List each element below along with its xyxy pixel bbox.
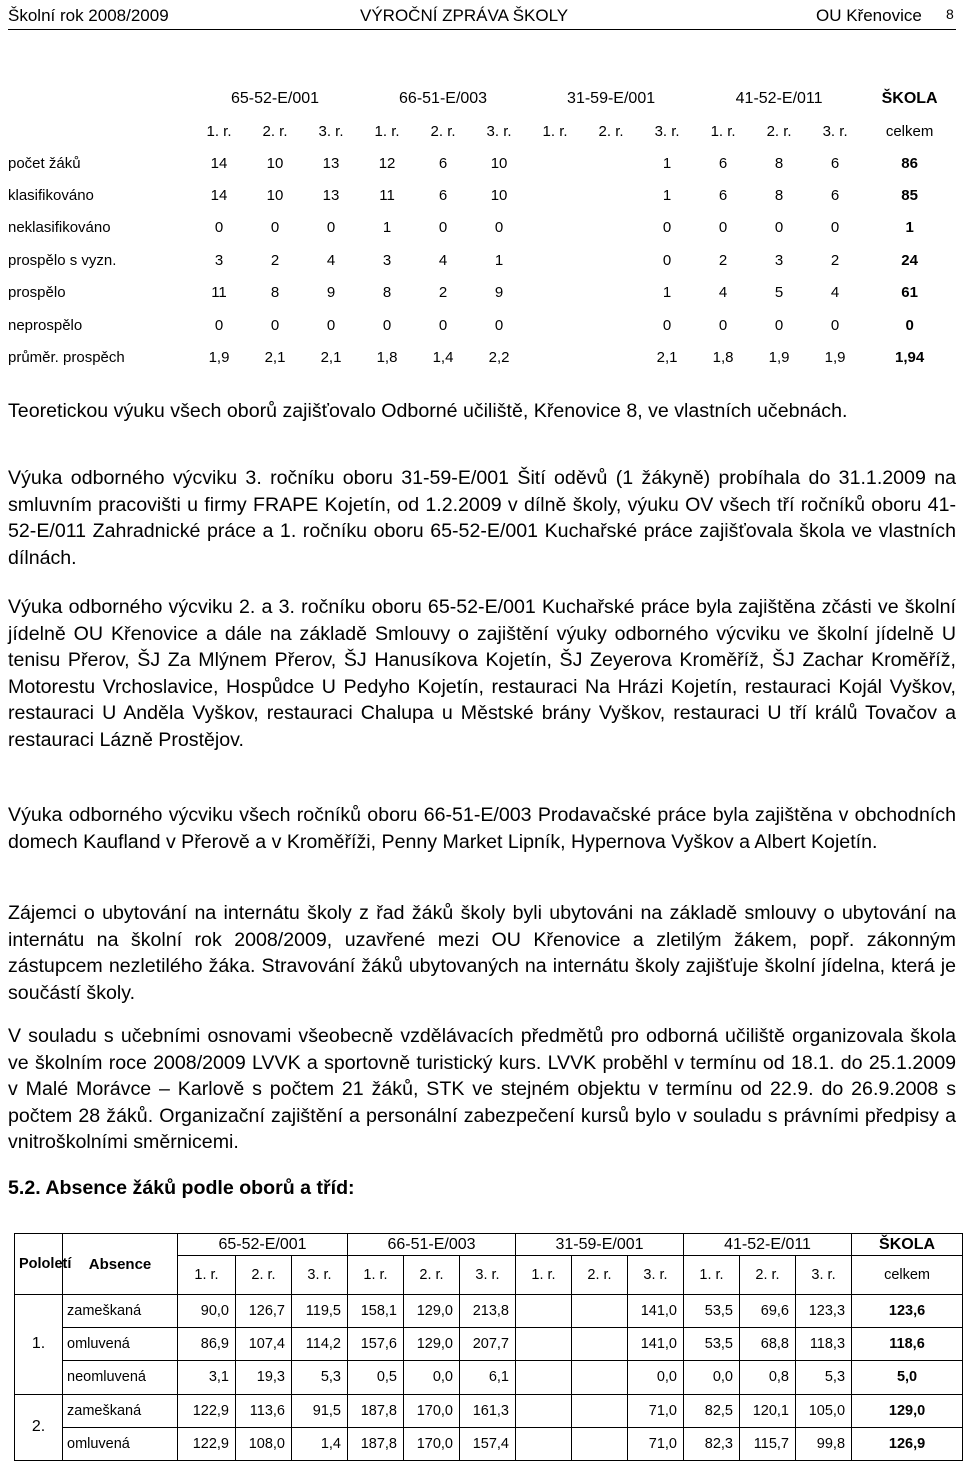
table-cell: 3	[382, 251, 392, 269]
column-year-header: 1. r.	[348, 1256, 404, 1295]
table-cell: 4	[438, 251, 448, 269]
table-cell: 10	[490, 187, 508, 205]
column-year-header: 2. r.	[598, 122, 624, 140]
table-cell: 187,8	[348, 1394, 404, 1427]
table-cell: 8	[270, 284, 280, 302]
table-cell: 0	[438, 316, 448, 334]
table-cell: 119,5	[292, 1295, 348, 1328]
column-year-header: 2. r.	[766, 122, 792, 140]
table-cell: 2,1	[656, 349, 678, 367]
table-cell	[583, 341, 639, 373]
table-cell: 8	[774, 154, 784, 172]
table-cell: 0,0	[404, 1361, 460, 1394]
total-cell: 126,9	[852, 1427, 963, 1460]
table-cell: 0	[494, 316, 504, 334]
table-cell: 0	[718, 316, 728, 334]
paragraph-courses: V souladu s učebními osnovami všeobecně vzdělávacích předmětů pro odborná učiliště organizovala škola ve školním roce 2008/2009 LVVK a sportovně turistický kurs. LVVK proběhl v termínu od 18.1. do 25.1.2009 v Malé Morávce – Karlově s počtem 21 žáků, STK ve stejném objektu v termínu od 22.9. do 26.9.2008 s počtem 28 žáků. Organizační zajištění a personální zabezpečení kursů bylo v souladu s právními předpisy a vnitroškolními směrnicemi.	[8, 1025, 956, 1154]
table-cell	[572, 1361, 628, 1394]
table-cell	[572, 1427, 628, 1460]
table-cell: 19,3	[236, 1361, 292, 1394]
row-label: neomluvená	[63, 1361, 178, 1394]
table-cell: 187,8	[348, 1427, 404, 1460]
table-cell: 1	[662, 284, 672, 302]
row-label: prospělo s vyzn.	[8, 251, 117, 269]
table-cell: 126,7	[236, 1295, 292, 1328]
header-school-name: OU Křenovice	[816, 6, 922, 25]
table-cell: 105,0	[796, 1394, 852, 1427]
column-year-header: 1. r.	[542, 122, 568, 140]
column-year-header: 3. r.	[486, 122, 512, 140]
table-row	[8, 147, 956, 179]
table-cell: 6	[718, 154, 728, 172]
table-corner-cell	[8, 82, 191, 115]
column-year-header: 1. r.	[206, 122, 232, 140]
column-year-header: 3. r.	[796, 1256, 852, 1295]
table-cell: 0	[662, 219, 672, 237]
table-cell: 13	[322, 154, 340, 172]
table-cell: 14	[210, 187, 228, 205]
table-cell	[516, 1361, 572, 1394]
table-cell	[527, 212, 583, 244]
row-label: zameškaná	[63, 1295, 178, 1328]
column-group-header: ŠKOLA	[881, 89, 938, 107]
table-cell: 86,9	[178, 1328, 236, 1361]
table-cell	[583, 309, 639, 341]
table-cell: 10	[490, 154, 508, 172]
table-cell	[527, 179, 583, 211]
table-cell	[527, 277, 583, 309]
table-cell: 129,0	[404, 1295, 460, 1328]
table-cell	[527, 244, 583, 276]
table-cell: 53,5	[684, 1328, 740, 1361]
table-cell	[516, 1295, 572, 1328]
column-group-header: 66-51-E/003	[399, 89, 488, 107]
table-cell	[583, 277, 639, 309]
period-cell: 2.	[15, 1394, 63, 1460]
table-cell: 170,0	[404, 1427, 460, 1460]
table-cell: 0	[830, 316, 840, 334]
paragraph-accommodation: Zájemci o ubytování na internátu školy z řad žáků školy byli ubytováni na základě smlouvy o ubytování na internátu na školní rok 2008/2009, uzavřené mezi OU Křenovice a zletilým žákem, popř. zákonným zástupcem nezletilého žáka. Stravování žáků ubytovaných na internátu školy zajišťuje školní jídelna, která je součástí školy.	[8, 902, 956, 1004]
header-page-number: 8	[946, 6, 954, 22]
table-cell: 6	[718, 187, 728, 205]
paragraph-theory: Teoretickou výuku všech oborů zajišťovalo Odborné učiliště, Křenovice 8, ve vlastních učebnách.	[8, 400, 848, 422]
table-cell: 6	[830, 154, 840, 172]
paragraph-training-2nd-3rd-year: Výuka odborného výcviku 2. a 3. ročníku oboru 65-52-E/001 Kuchařské práce byla zajištěna zčásti ve školní jídelně OU Křenovice a dále na základě Smlouvy o zajištění výuky odborného výcviku ve školní jídelně U tenisu Přerov, ŠJ Za Mlýnem Přerov, ŠJ Hanusíkova Kojetín, ŠJ Zeyerova Kroměříž, ŠJ Zachar Kroměříž, Motorestu Vrchoslavice, Hospůdce U Pedyho Kojetín, restauraci Na Hrázi Kojetín, restauraci Kojál Vyškov, restauraci U Anděla Vyškov, restauraci Chalupa u Městské brány Vyškov, restauraci U tří králů Tovačov a restauraci Lázně Prostějov.	[8, 596, 956, 751]
table-cell: 1,4	[432, 349, 454, 367]
students-table	[8, 82, 956, 374]
table-row	[15, 1328, 963, 1361]
table-row	[8, 244, 956, 276]
table-cell: 113,6	[236, 1394, 292, 1427]
table-cell	[516, 1394, 572, 1427]
column-group-header: 65-52-E/001	[230, 89, 320, 107]
table-cell	[583, 212, 639, 244]
table-cell: 1,9	[768, 349, 790, 367]
row-label: prospělo	[8, 284, 66, 302]
table-row	[8, 341, 956, 373]
table-cell: 1	[662, 187, 672, 205]
table-cell: 108,0	[236, 1427, 292, 1460]
table-cell: 158,1	[348, 1295, 404, 1328]
table-cell	[572, 1394, 628, 1427]
table-cell: 8	[774, 187, 784, 205]
table-cell: 9	[494, 284, 504, 302]
table-cell: 82,5	[684, 1394, 740, 1427]
table-cell: 2	[270, 251, 280, 269]
table-cell: 6	[438, 187, 448, 205]
table-cell: 141,0	[628, 1328, 684, 1361]
table-cell: 207,7	[460, 1328, 516, 1361]
table-cell: 4	[326, 251, 336, 269]
table-cell: 170,0	[404, 1394, 460, 1427]
table-cell: 0	[774, 219, 784, 237]
table-cell: 0	[382, 316, 392, 334]
table-cell: 11	[379, 187, 395, 205]
column-group-header: 31-59-E/001	[516, 1234, 684, 1256]
header-report-title: VÝROČNÍ ZPRÁVA ŠKOLY	[360, 6, 569, 25]
table-cell: 2	[438, 284, 448, 302]
table-cell: 123,3	[796, 1295, 852, 1328]
table-cell: 0,0	[684, 1361, 740, 1394]
table-cell: 120,1	[740, 1394, 796, 1427]
table-cell: 3	[214, 251, 224, 269]
column-year-header: 3. r.	[292, 1256, 348, 1295]
table-cell	[583, 147, 639, 179]
table-cell: 1,4	[292, 1427, 348, 1460]
table-cell: 1	[494, 251, 504, 269]
column-year-header: 2. r.	[404, 1256, 460, 1295]
column-group-header: 41-52-E/011	[684, 1234, 852, 1256]
table-cell: 2,1	[320, 349, 342, 367]
table-cell: 115,7	[740, 1427, 796, 1460]
table-cell: 2,1	[264, 349, 286, 367]
table-cell: 129,0	[404, 1328, 460, 1361]
table-cell: 0	[662, 316, 672, 334]
row-label: průměr. prospěch	[8, 349, 125, 367]
paragraph-training-sales: Výuka odborného výcviku všech ročníků oboru 66-51-E/003 Prodavačské práce byla zajištěna v obchodních domech Kaufland v Přerově a v Kroměříži, Penny Market Lipník, Hypernova Vyškov a Albert Kojetín.	[8, 804, 956, 853]
table-cell: 0	[270, 219, 280, 237]
table-row	[15, 1427, 963, 1460]
table-row	[15, 1295, 963, 1328]
table-cell: 3	[774, 251, 784, 269]
column-year-header: 3. r.	[654, 122, 680, 140]
header-school-year: Školní rok 2008/2009	[8, 6, 169, 25]
table-cell: 0	[662, 251, 672, 269]
total-cell: 85	[901, 187, 918, 205]
table-cell: 6	[438, 154, 448, 172]
table-cell	[527, 147, 583, 179]
table-cell: 0	[438, 219, 448, 237]
column-year-header: 2. r.	[740, 1256, 796, 1295]
table-cell	[572, 1328, 628, 1361]
table-cell: 0	[830, 219, 840, 237]
column-year-header: 2. r.	[572, 1256, 628, 1295]
row-label: neklasifikováno	[8, 219, 111, 237]
table-cell	[572, 1295, 628, 1328]
column-period-header: Pololetí	[15, 1234, 63, 1295]
table-cell: 91,5	[292, 1394, 348, 1427]
table-cell: 1,9	[824, 349, 846, 367]
column-year-header: 2. r.	[430, 122, 456, 140]
table-cell: 6	[830, 187, 840, 205]
table-cell: 213,8	[460, 1295, 516, 1328]
table-row	[8, 309, 956, 341]
table-cell: 122,9	[178, 1394, 236, 1427]
column-year-header: 1. r.	[684, 1256, 740, 1295]
table-cell: 122,9	[178, 1427, 236, 1460]
table-row	[8, 212, 956, 244]
table-corner-cell	[8, 115, 191, 147]
table-cell: 0	[214, 316, 224, 334]
total-cell: 1,94	[895, 349, 925, 367]
row-label: klasifikováno	[8, 187, 94, 205]
table-cell: 6,1	[460, 1361, 516, 1394]
table-cell: 0	[718, 219, 728, 237]
table-cell: 12	[378, 154, 396, 172]
table-cell: 5,3	[796, 1361, 852, 1394]
column-year-header: 3. r.	[460, 1256, 516, 1295]
table-header-row	[8, 82, 956, 115]
section-heading-absence: 5.2. Absence žáků podle oborů a tříd:	[8, 1177, 355, 1199]
table-cell: 114,2	[292, 1328, 348, 1361]
table-cell: 0	[494, 219, 504, 237]
table-cell: 107,4	[236, 1328, 292, 1361]
table-cell: 68,8	[740, 1328, 796, 1361]
table-cell: 90,0	[178, 1295, 236, 1328]
total-cell: 129,0	[852, 1394, 963, 1427]
column-year-header: 1. r.	[374, 122, 400, 140]
total-cell: 118,6	[852, 1328, 963, 1361]
table-cell: 71,0	[628, 1427, 684, 1460]
table-row	[8, 179, 956, 211]
table-cell: 1,8	[712, 349, 734, 367]
table-cell: 8	[382, 284, 392, 302]
table-cell: 3,1	[178, 1361, 236, 1394]
table-cell: 0,8	[740, 1361, 796, 1394]
table-cell: 71,0	[628, 1394, 684, 1427]
column-group-header: ŠKOLA	[852, 1234, 963, 1256]
table-cell: 99,8	[796, 1427, 852, 1460]
table-cell: 2,2	[488, 349, 510, 367]
column-year-header: 3. r.	[318, 122, 344, 140]
column-absence-header: Absence	[63, 1234, 178, 1295]
table-cell: 118,3	[796, 1328, 852, 1361]
total-cell: 0	[905, 316, 914, 334]
table-cell: 11	[211, 284, 227, 302]
table-cell: 69,6	[740, 1295, 796, 1328]
table-cell: 10	[266, 154, 284, 172]
table-cell	[516, 1427, 572, 1460]
table-cell: 157,4	[460, 1427, 516, 1460]
row-label: zameškaná	[63, 1394, 178, 1427]
row-label: omluvená	[63, 1328, 178, 1361]
total-cell: 61	[901, 284, 918, 302]
table-row	[8, 277, 956, 309]
column-group-header: 66-51-E/003	[348, 1234, 516, 1256]
column-group-header: 31-59-E/001	[567, 89, 656, 107]
column-group-header: 41-52-E/011	[735, 89, 823, 107]
table-cell: 157,6	[348, 1328, 404, 1361]
column-year-header: 2. r.	[262, 122, 288, 140]
total-cell: 5,0	[852, 1361, 963, 1394]
total-cell: 123,6	[852, 1295, 963, 1328]
table-cell: 1	[662, 154, 672, 172]
column-year-header: 1. r.	[178, 1256, 236, 1295]
row-label: neprospělo	[8, 316, 83, 334]
table-cell: 141,0	[628, 1295, 684, 1328]
absence-table	[14, 1233, 963, 1461]
total-cell: 86	[901, 154, 918, 172]
table-row	[15, 1361, 963, 1394]
table-cell: 1,8	[376, 349, 398, 367]
table-cell: 0,0	[628, 1361, 684, 1394]
table-cell: 10	[266, 187, 284, 205]
table-cell: 0	[270, 316, 280, 334]
column-year-header: celkem	[852, 1256, 963, 1295]
table-cell: 1,9	[208, 349, 230, 367]
table-year-row	[8, 115, 956, 147]
table-cell	[527, 341, 583, 373]
absence-header-row	[15, 1234, 963, 1256]
period-cell: 1.	[15, 1295, 63, 1395]
table-cell: 4	[718, 284, 728, 302]
row-label: počet žáků	[8, 154, 81, 172]
table-cell	[583, 244, 639, 276]
page-header	[8, 3, 956, 30]
total-cell: 24	[901, 251, 918, 269]
table-cell: 9	[326, 284, 336, 302]
table-cell: 13	[322, 187, 340, 205]
column-year-header: 1. r.	[710, 122, 736, 140]
table-cell: 5	[774, 284, 784, 302]
table-cell: 0	[326, 316, 336, 334]
table-cell	[583, 179, 639, 211]
column-year-header: 3. r.	[628, 1256, 684, 1295]
column-group-header: 65-52-E/001	[178, 1234, 348, 1256]
table-cell	[527, 309, 583, 341]
column-year-header: 2. r.	[236, 1256, 292, 1295]
row-label: omluvená	[63, 1427, 178, 1460]
table-cell: 1	[382, 219, 392, 237]
table-cell: 14	[210, 154, 228, 172]
column-year-header: celkem	[885, 122, 934, 140]
table-cell: 53,5	[684, 1295, 740, 1328]
table-cell: 161,3	[460, 1394, 516, 1427]
column-year-header: 3. r.	[822, 122, 848, 140]
table-cell	[516, 1328, 572, 1361]
total-cell: 1	[905, 219, 914, 237]
table-cell: 2	[718, 251, 728, 269]
table-cell: 0	[214, 219, 224, 237]
table-cell: 82,3	[684, 1427, 740, 1460]
table-cell: 5,3	[292, 1361, 348, 1394]
table-cell: 4	[830, 284, 840, 302]
table-cell: 2	[830, 251, 840, 269]
table-cell: 0,5	[348, 1361, 404, 1394]
column-year-header: 1. r.	[516, 1256, 572, 1295]
table-cell: 0	[326, 219, 336, 237]
table-row	[15, 1394, 963, 1427]
table-cell: 0	[774, 316, 784, 334]
paragraph-training-3rd-year: Výuka odborného výcviku 3. ročníku oboru 31-59-E/001 Šití oděvů (1 žákyně) probíhala do 31.1.2009 na smluvním pracovišti u firmy FRAPE Kojetín, od 1.2.2009 v dílně školy, výuku OV všech tří ročníků oboru 41-52-E/011 Zahradnické práce a 1. ročníku oboru 65-52-E/001 Kuchařské práce zajišťovala škola ve vlastních dílnách.	[8, 467, 956, 569]
